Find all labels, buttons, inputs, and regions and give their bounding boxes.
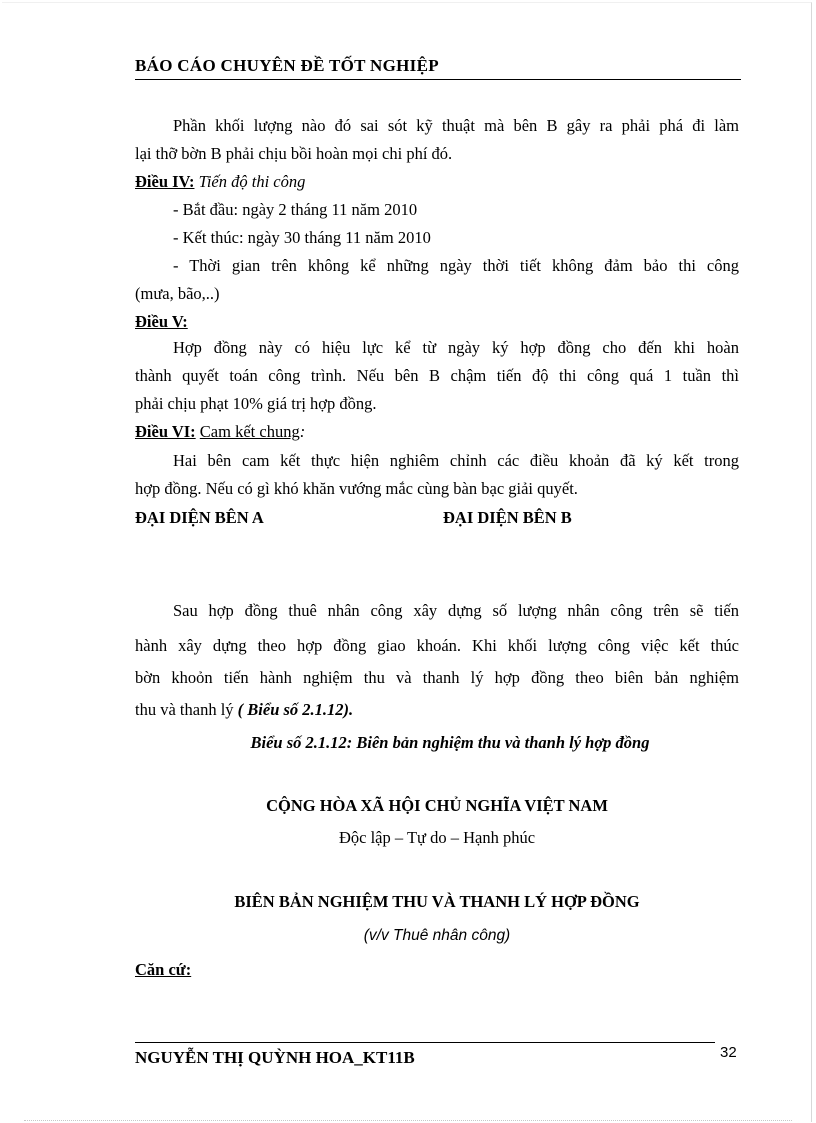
article4-note-line1: - Thời gian trên không kể những ngày thời tiết không đảm bảo thi công (173, 256, 739, 275)
basis-label: Căn cứ: (135, 960, 192, 979)
para2-line4 (135, 700, 739, 720)
article4-note-line2: (mưa, bão,..) (135, 284, 220, 303)
article6-title-colon: : (299, 422, 306, 441)
minutes-subtitle: (v/v Thuê nhân công) (363, 927, 511, 944)
article6-heading (135, 422, 739, 442)
para2-line3: bờn khoỏn tiến hành nghiệm thu và thanh lý hợp đồng theo biên bản nghiệm (135, 668, 739, 687)
article5-line2: thành quyết toán công trình. Nếu bên B chậm tiến độ thi công quá 1 tuần thì (135, 366, 739, 385)
article5-label: Điều V: (135, 312, 188, 331)
article5-heading (135, 312, 739, 332)
article4-end: - Kết thúc: ngày 30 tháng 11 năm 2010 (173, 228, 431, 247)
article4-start: - Bắt đầu: ngày 2 tháng 11 năm 2010 (173, 200, 418, 219)
para1-line2: lại thỡ bờn B phải chịu bồi hoàn mọi chi phí đó. (135, 144, 453, 163)
article4-heading (135, 172, 739, 192)
form-reference: ( Biểu số 2.1.12). (237, 700, 354, 719)
page-bottom-edge (24, 1120, 792, 1121)
para1-line1: Phần khối lượng nào đó sai sót kỹ thuật mà bên B gây ra phải phá đi làm (173, 116, 739, 135)
page-number: 32 (720, 1044, 737, 1061)
page-border (2, 2, 812, 1122)
signature-party-b: ĐẠI DIỆN BÊN B (443, 508, 572, 527)
para2-line4-text: thu và thanh lý (135, 700, 234, 719)
article6-title: Cam kết chung (199, 422, 300, 441)
para2-line1: Sau hợp đồng thuê nhân công xây dựng số lượng nhân công trên sẽ tiến (173, 601, 739, 620)
footer-rule (135, 1042, 715, 1043)
basis-heading (135, 960, 739, 980)
para2-line2: hành xây dựng theo hợp đồng giao khoán. Khi khối lượng công việc kết thúc (135, 636, 739, 655)
signature-party-a: ĐẠI DIỆN BÊN A (135, 508, 264, 527)
form-caption: Biểu số 2.1.12: Biên bản nghiệm thu và thanh lý hợp đồng (250, 733, 650, 752)
minutes-title: BIÊN BẢN NGHIỆM THU VÀ THANH LÝ HỢP ĐỒNG (234, 892, 640, 911)
article5-line3: phải chịu phạt 10% giá trị hợp đồng. (135, 394, 377, 413)
footer-author: NGUYỄN THỊ QUỲNH HOA_KT11B (135, 1048, 415, 1067)
article6-label: Điều VI: (135, 422, 196, 441)
article5-line1: Hợp đồng này có hiệu lực kể từ ngày ký hợp đồng cho đến khi hoàn (173, 338, 739, 357)
article4-label: Điều IV: (135, 172, 195, 191)
national-motto: Độc lập – Tự do – Hạnh phúc (338, 828, 536, 847)
header-rule (135, 79, 741, 80)
national-title: CỘNG HÒA XÃ HỘI CHỦ NGHĨA VIỆT NAM (266, 796, 608, 815)
article6-line1: Hai bên cam kết thực hiện nghiêm chỉnh các điều khoản đã ký kết trong (173, 451, 739, 470)
report-header: BÁO CÁO CHUYÊN ĐỀ TỐT NGHIỆP (135, 56, 439, 75)
article6-line2: hợp đồng. Nếu có gì khó khăn vướng mắc cùng bàn bạc giải quyết. (135, 479, 578, 498)
article4-title: Tiến độ thi công (198, 172, 306, 191)
